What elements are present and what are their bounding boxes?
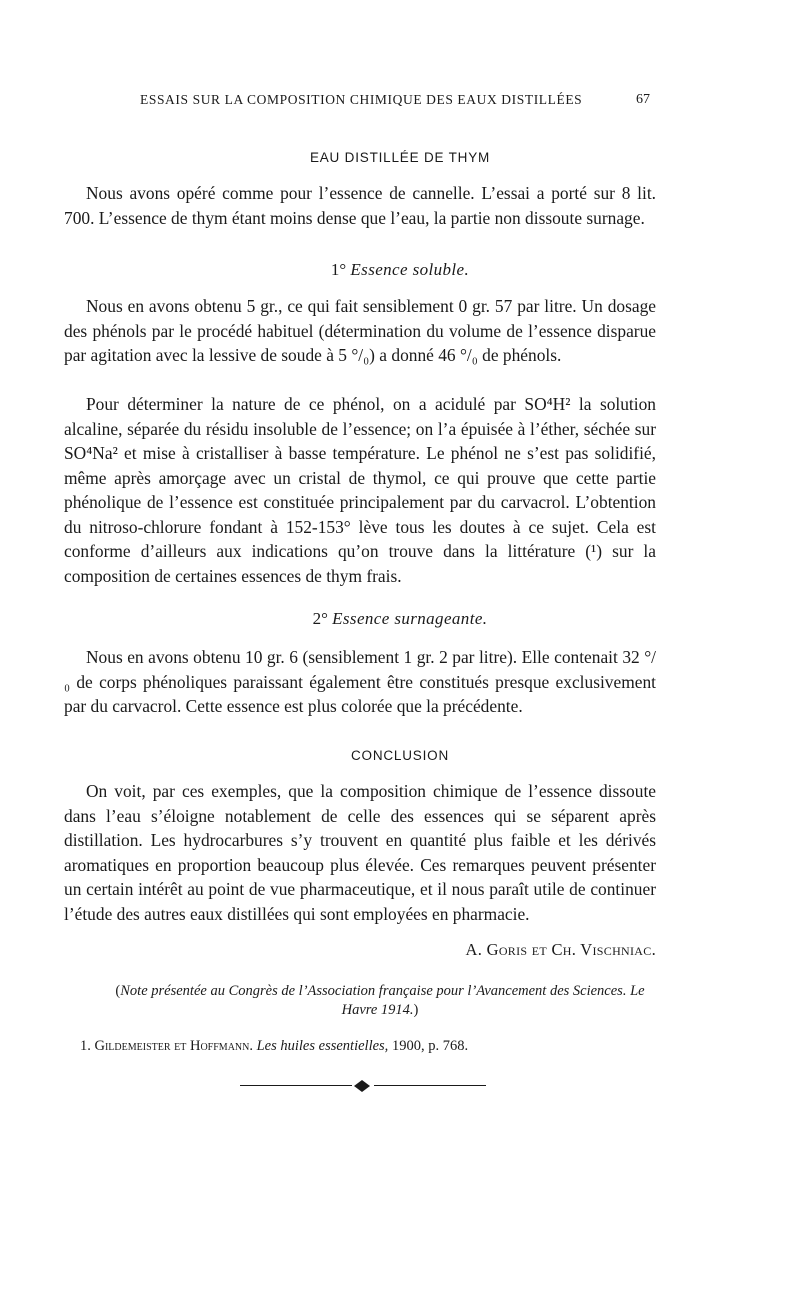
running-head: ESSAIS SUR LA COMPOSITION CHIMIQUE DES EAUX DISTILLÉES — [140, 92, 583, 107]
part2-paragraph: Nous en avons obtenu 10 gr. 6 (sensiblement 1 gr. 2 par litre). Elle contenait 32 °/₀ de corps phénoliques paraissant également être constitués presque exclusivement par du carvacrol. Cette essence est plus colorée que la précédente. — [64, 647, 656, 716]
part2-heading — [0, 609, 800, 629]
author-signature: A. Goris et Ch. Vischniac. — [465, 940, 656, 959]
intro-paragraph: Nous avons opéré comme pour l’essence de cannelle. L’essai a porté sur 8 lit. 700. L’essence de thym étant moins dense que l’eau, la partie non dissoute surnage. — [64, 183, 656, 228]
presentation-note — [100, 982, 660, 1020]
note-close-paren: ) — [413, 1002, 419, 1018]
footnote-marker: 1. — [80, 1038, 91, 1054]
ornament-line-left — [240, 1085, 352, 1086]
part1-paragraph-2: Pour déterminer la nature de ce phénol, on a acidulé par SO⁴H² la solution alcaline, séparée du résidu insoluble de l’essence; on l’a épuisée à l’éther, séchée sur SO⁴Na² et mise à cristalliser à basse température. Le phénol ne s’est pas solidifié, même après amorçage avec un cristal de thymol, ce qui prouve que cette partie phénolique de l’essence est constituée principalement par du carvacrol. L’obtention du nitroso-chlorure fondant à 152-153° lève tous les doutes à ce sujet. Cela est conforme d’ailleurs aux indications qu’on trouve dans la littérature (¹) sur la composition de certaines essences de thym frais. — [64, 394, 656, 586]
part1-number: 1° — [330, 260, 347, 279]
footnote-details: 1900, p. 768. — [391, 1038, 469, 1054]
end-ornament — [240, 1080, 486, 1092]
part1-title: Essence soluble. — [350, 260, 470, 279]
footnote-work: Les huiles essentielles, — [256, 1038, 389, 1054]
note-text: Note présentée au Congrès de l’Association française pour l’Avancement des Sciences. Le Havre 1914. — [120, 983, 645, 1018]
part1-paragraph-1: Nous en avons obtenu 5 gr., ce qui fait sensiblement 0 gr. 57 par litre. Un dosage des phénols par le procédé habituel (détermination du volume de l’essence disparue par agitation avec la lessive de soude à 5 °/₀) a donné 46 °/₀ de phénols. — [64, 296, 656, 365]
note-open-paren: ( — [115, 983, 121, 999]
footnote — [80, 1038, 640, 1055]
footnote-authors: Gildemeister et Hoffmann. — [94, 1038, 253, 1054]
section-title: EAU DISTILLÉE DE THYM — [309, 150, 491, 165]
page-number: 67 — [636, 92, 650, 107]
conclusion-title: CONCLUSION — [350, 748, 449, 763]
part2-title: Essence surnageante. — [332, 609, 488, 628]
conclusion-paragraph: On voit, par ces exemples, que la composition chimique de l’essence dissoute dans l’eau s’éloigne notablement de celle des essences qui se séparent après distillation. Les hydrocarbures s’y trouvent en quantité plus faible et les dérivés aromatiques en proportion beaucoup plus élevée. Ces remarques peuvent présenter un certain intérêt au point de vue pharmaceutique, et il nous paraît utile de continuer l’étude des autres eaux distillées qui sont employées en pharmacie. — [64, 781, 656, 924]
diamond-rule-icon — [354, 1080, 370, 1092]
part1-heading — [0, 260, 800, 280]
part2-number: 2° — [312, 609, 328, 628]
ornament-line-right — [374, 1085, 486, 1086]
